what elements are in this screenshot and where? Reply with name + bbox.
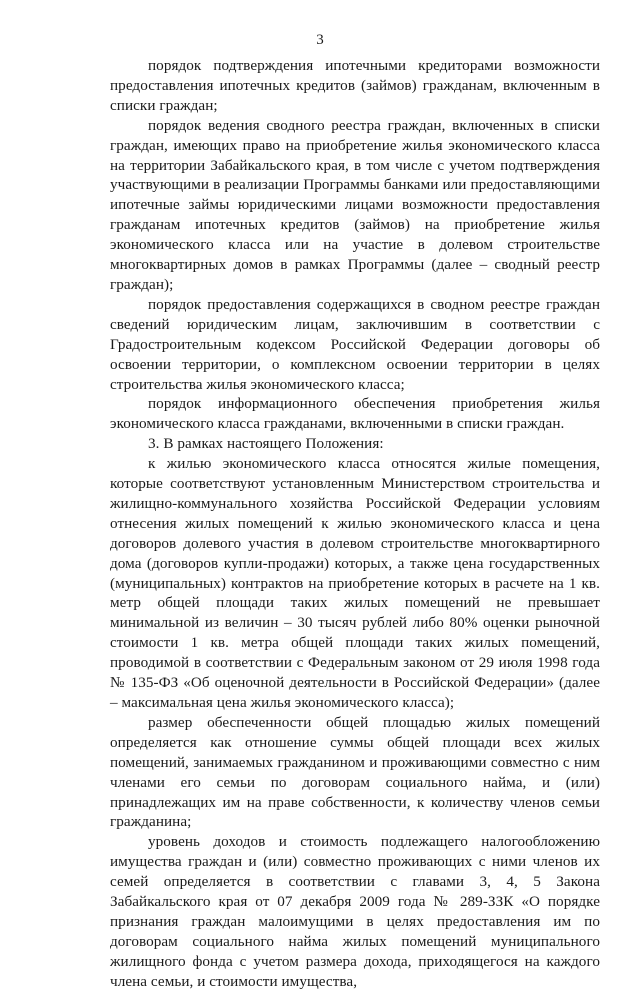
paragraph-registry-information: порядок предоставления содержащихся в сводном реестре граждан сведений юридическим лицам, заключившим в соответствии с Градостроительным кодексом Российской Федерации договоры об освоении территории, о комплексном освоении территории в целях строительства жилья экономического класса; — [110, 295, 600, 393]
document-body — [110, 56, 600, 992]
paragraph-mortgage-confirmation: порядок подтверждения ипотечными кредиторами возможности предоставления ипотечных кредитов (займов) гражданам, включенным в списки граждан; — [110, 57, 600, 114]
paragraph-housing-provision: размер обеспеченности общей площадью жилых помещений определяется как отношение суммы общей площади всех жилых помещений, занимаемых гражданином и проживающими совместно с ним членами его семьи по договорам социального найма, и (или) принадлежащих им на праве собственности, к количеству членов семьи гражданина; — [110, 713, 600, 831]
paragraph-section-3-heading: 3. В рамках настоящего Положения: — [148, 435, 384, 453]
page-number: 3 — [316, 32, 324, 48]
paragraph-income-level: уровень доходов и стоимость подлежащего налогообложению имущества граждан и (или) совместно проживающих с ними членов их семей определяется в соответствии с главами 3, 4, 5 Закона Забайкальского края от 07 декабря 2009 года № 289-ЗЗК «О порядке признания граждан малоимущими в целях предоставления им по договорам социального найма жилых помещений муниципального жилищного фонда с учетом размера дохода, приходящегося на каждого члена семьи, и стоимости имущества, — [110, 833, 600, 990]
paragraph-information-support: порядок информационного обеспечения приобретения жилья экономического класса гражданами, включенными в списки граждан. — [110, 395, 600, 433]
paragraph-economy-class-definition: к жилью экономического класса относятся жилые помещения, которые соответствуют установленным Министерством строительства и жилищно-коммунального хозяйства Российской Федерации условиям отнесения жилых помещений к жилью экономического класса и цена договоров долевого участия в долевом строительстве многоквартирного дома (договоров купли-продажи) которых, а также цена государственных (муниципальных) контрактов на приобретение которых в расчете на 1 кв. метр общей площади таких жилых помещений не превышает минимальной из величин – 30 тысяч рублей либо 80% оценки рыночной стоимости 1 кв. метра общей площади таких жилых помещений, проводимой в соответствии с Федеральным законом от 29 июля 1998 года № 135-ФЗ «Об оценочной деятельности в Российской Федерации» (далее – максимальная цена жилья экономического класса); — [110, 455, 600, 711]
paragraph-summary-registry: порядок ведения сводного реестра граждан, включенных в списки граждан, имеющих право на приобретение жилья экономического класса на территории Забайкальского края, в том числе с учетом подтверждения участвующими в реализации Программы банками или предоставляющими ипотечные займы юридическими лицами возможности предоставления гражданам ипотечных кредитов (займов) на приобретение жилья экономического класса или на участие в долевом строительстве многоквартирных домов в рамках Программы (далее – сводный реестр граждан); — [110, 116, 600, 293]
